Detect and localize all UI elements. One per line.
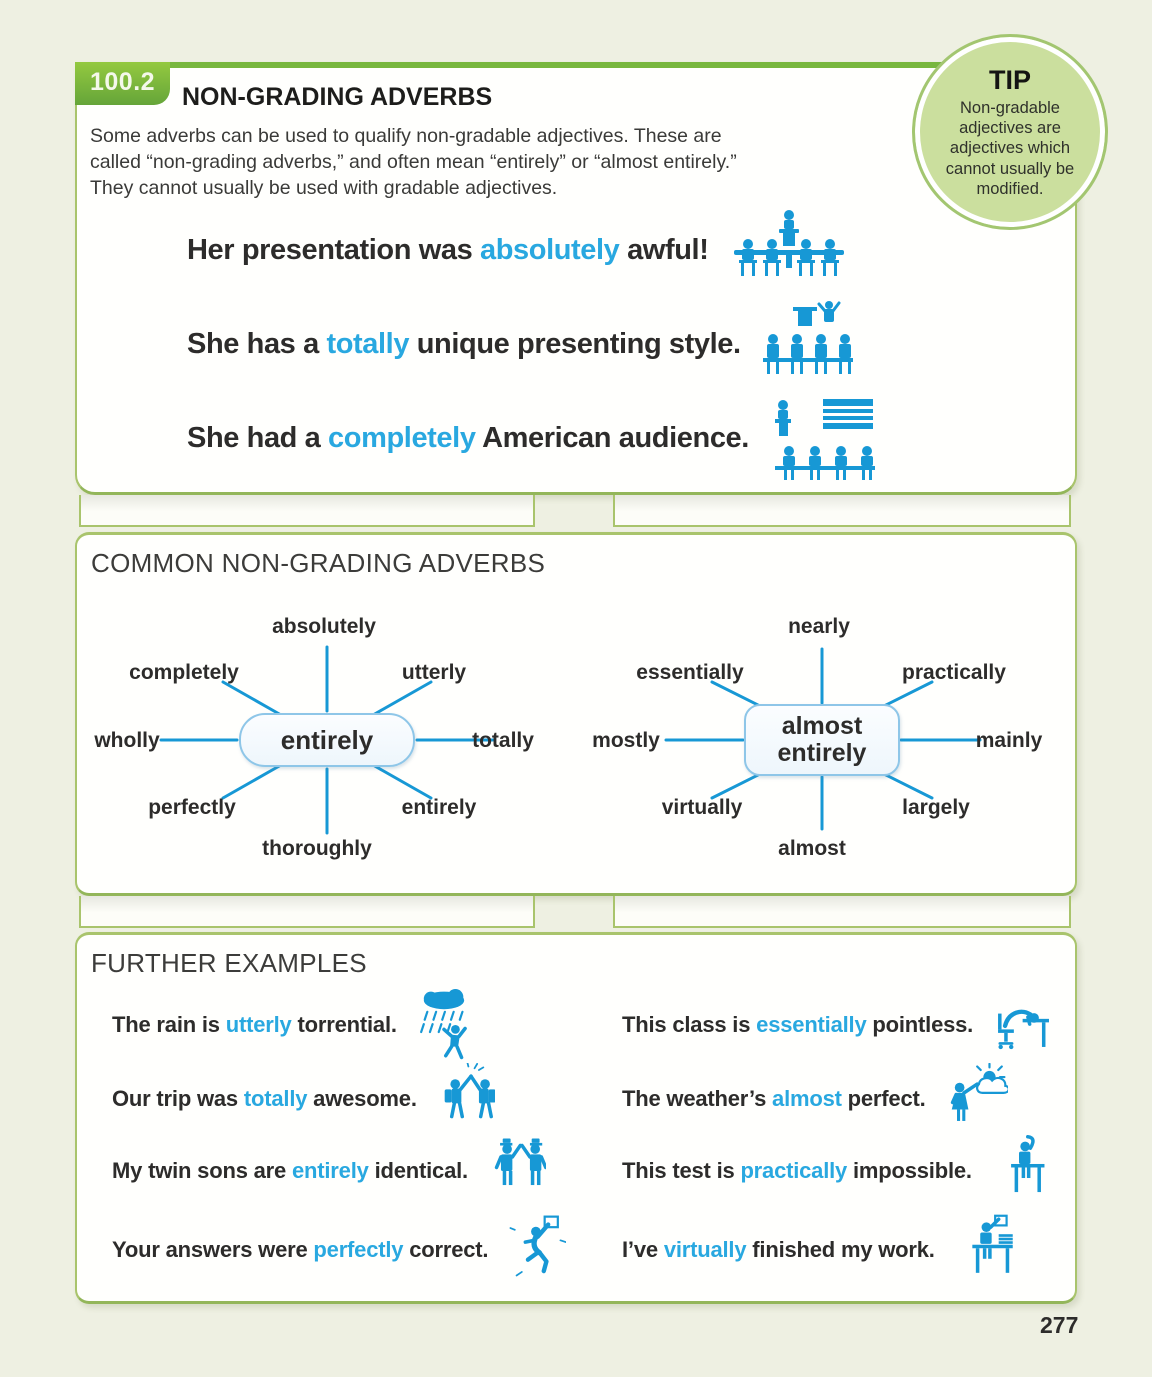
further-example-row xyxy=(112,1135,546,1207)
spoke-label: completely xyxy=(129,661,239,684)
sentence-post: pointless. xyxy=(866,1012,974,1037)
diagram-center-node: entirely xyxy=(239,713,415,767)
connector-tab xyxy=(613,896,1071,928)
adverb-highlight: entirely xyxy=(291,1158,369,1183)
example-sentence xyxy=(112,1012,397,1038)
example-sentence xyxy=(622,1237,935,1263)
spoke-label: perfectly xyxy=(148,796,236,819)
further-examples-section xyxy=(75,932,1077,1304)
identical-twins-icon xyxy=(484,1135,546,1207)
spoke-label: essentially xyxy=(636,661,744,684)
section-title: COMMON NON-GRADING ADVERBS xyxy=(91,548,546,578)
sentence-post: awesome. xyxy=(307,1086,417,1111)
sentence-post: awful! xyxy=(619,233,709,266)
sentence-post: torrential. xyxy=(291,1012,397,1037)
spoke-label: entirely xyxy=(401,796,477,819)
spoke-label: mostly xyxy=(592,729,660,752)
sentence-pre: Her presentation was xyxy=(187,233,480,266)
lesson-title: NON-GRADING ADVERBS xyxy=(182,83,493,111)
sentence-pre: This test is xyxy=(622,1158,741,1183)
example-sentence xyxy=(187,422,749,455)
lesson-intro-text: Some adverbs can be used to qualify non-gradable adjectives. These are called “non-grading adverbs,” and often mean “entirely” or “almost entirely.” They cannot usually be used with gradable adjectives. xyxy=(90,125,737,199)
section-title: FURTHER EXAMPLES xyxy=(91,948,367,978)
further-example-row xyxy=(622,989,1051,1061)
sentence-post: finished my work. xyxy=(746,1237,935,1262)
sentence-post: American audience. xyxy=(475,421,749,454)
tip-callout xyxy=(912,34,1108,230)
spoke-label: totally xyxy=(472,729,534,752)
spoke-label: largely xyxy=(902,796,970,819)
american-flag-audience-icon xyxy=(767,395,879,481)
weather-sun-cloud-icon xyxy=(942,1063,1008,1135)
diagram-center-node: almost entirely xyxy=(744,704,900,776)
spoke-label: practically xyxy=(902,661,1006,684)
tip-title: TIP xyxy=(988,65,1031,96)
sentence-pre: She has a xyxy=(187,327,327,360)
adverb-spoke-diagram-almost-entirely xyxy=(582,595,1062,885)
spoke-label: wholly xyxy=(94,729,160,752)
hikers-highfive-icon xyxy=(433,1063,495,1135)
example-sentence xyxy=(622,1012,973,1038)
example-sentence xyxy=(112,1237,488,1263)
example-sentence xyxy=(112,1158,468,1184)
adverb-highlight: essentially xyxy=(756,1012,867,1037)
sentence-pre: The weather’s xyxy=(622,1086,773,1111)
seminar-audience-icon xyxy=(726,207,852,293)
further-example-row xyxy=(112,989,475,1061)
page-number: 277 xyxy=(1040,1312,1079,1338)
section-connector xyxy=(75,495,1077,532)
example-sentence xyxy=(622,1086,926,1112)
sentence-post: identical. xyxy=(368,1158,468,1183)
finished-work-desk-icon xyxy=(951,1214,1013,1286)
example-sentence-row xyxy=(187,204,852,296)
sentence-pre: Our trip was xyxy=(112,1086,244,1111)
adverb-highlight: totally xyxy=(326,327,410,360)
slumped-at-desk-icon xyxy=(989,989,1051,1061)
example-sentence xyxy=(187,328,741,361)
further-example-row xyxy=(622,1214,1013,1286)
presenter-audience-icon xyxy=(759,301,857,387)
sentence-pre: This class is xyxy=(622,1012,757,1037)
adverb-highlight: completely xyxy=(328,421,476,454)
connector-tab xyxy=(79,896,535,928)
common-adverbs-section xyxy=(75,532,1077,896)
adverb-spoke-diagram-entirely xyxy=(87,595,567,885)
section-connector xyxy=(75,896,1077,933)
spoke-label: mainly xyxy=(975,729,1043,752)
adverb-highlight: virtually xyxy=(663,1237,747,1262)
adverb-highlight: totally xyxy=(243,1086,308,1111)
rain-cloud-person-icon xyxy=(413,989,475,1061)
sentence-post: perfect. xyxy=(841,1086,926,1111)
sentence-post: impossible. xyxy=(847,1158,972,1183)
spoke-label: nearly xyxy=(788,615,850,638)
adverb-highlight: practically xyxy=(740,1158,848,1183)
adverb-highlight: almost xyxy=(772,1086,842,1111)
adverb-highlight: utterly xyxy=(225,1012,292,1037)
example-sentence xyxy=(622,1158,972,1184)
spoke-label: almost xyxy=(778,837,846,860)
connector-tab xyxy=(79,495,535,527)
tip-text: Non-gradable adjectives are adjectives which cannot usually be modified. xyxy=(945,99,1075,198)
example-sentence-row xyxy=(187,298,857,390)
confused-test-desk-icon xyxy=(988,1135,1050,1207)
example-sentence xyxy=(112,1086,417,1112)
further-example-row xyxy=(622,1063,1008,1135)
adverb-highlight: perfectly xyxy=(313,1237,404,1262)
example-sentence xyxy=(187,234,708,267)
spoke-label: utterly xyxy=(401,661,467,684)
connector-tab xyxy=(613,495,1071,527)
further-example-row xyxy=(622,1135,1050,1207)
lesson-number-badge: 100.2 xyxy=(75,62,170,105)
sentence-pre: Your answers were xyxy=(112,1237,314,1262)
example-sentence-row xyxy=(187,392,879,484)
further-example-row xyxy=(112,1214,566,1286)
sentence-pre: She had a xyxy=(187,421,329,454)
spoke-label: absolutely xyxy=(272,615,376,638)
further-example-row xyxy=(112,1063,495,1135)
spoke-label: virtually xyxy=(661,796,743,819)
spoke-label: thoroughly xyxy=(262,837,372,860)
adverb-highlight: absolutely xyxy=(479,233,620,266)
sentence-pre: I’ve xyxy=(622,1237,664,1262)
sentence-post: unique presenting style. xyxy=(409,327,741,360)
jumping-person-paper-icon xyxy=(504,1214,566,1286)
sentence-pre: The rain is xyxy=(112,1012,226,1037)
sentence-post: correct. xyxy=(403,1237,489,1262)
sentence-pre: My twin sons are xyxy=(112,1158,292,1183)
